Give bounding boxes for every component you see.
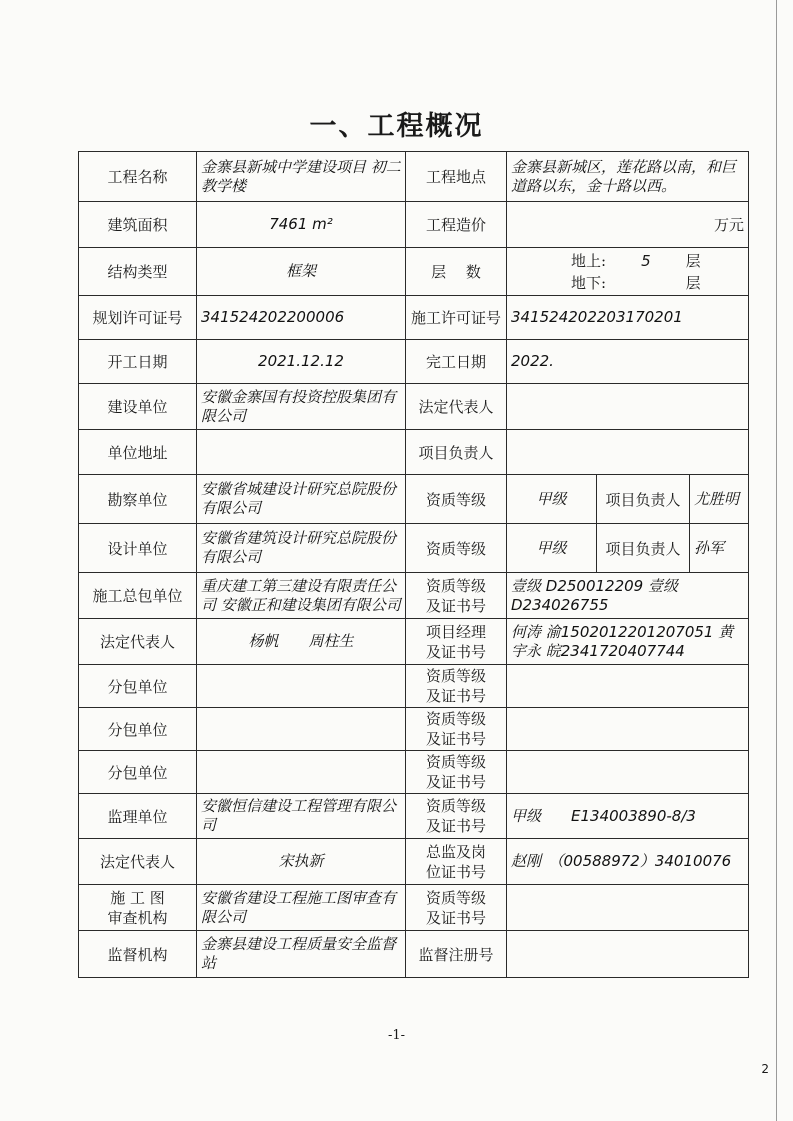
supervision-legal-rep-label: 法定代表人 [79,839,197,885]
project-name-label: 工程名称 [79,152,197,202]
design-qualification-label: 资质等级 [406,524,507,573]
above-ground-label: 地上: [571,251,607,270]
building-area-value: 7461 m² [197,202,406,248]
end-date-value: 2022. [507,340,749,384]
supervision-unit-label: 监理单位 [79,794,197,839]
owner-legal-rep-label: 法定代表人 [406,384,507,430]
subcontractor-2-value [197,708,406,751]
survey-qualification-value: 甲级 [507,475,597,524]
supervision-registration-value [507,931,749,978]
supervisory-agency-value: 金寨县建设工程质量安全监督站 [197,931,406,978]
design-leader-value: 孙军 [690,524,749,573]
unit-address-label: 单位地址 [79,430,197,475]
survey-leader-value: 尤胜明 [690,475,749,524]
unit-address-value [197,430,406,475]
supervision-legal-rep-value: 宋执新 [197,839,406,885]
construction-permit-label: 施工许可证号 [406,296,507,340]
design-unit-value: 安徽省建筑设计研究总院股份有限公司 [197,524,406,573]
supervision-qualification-label: 资质等级 及证书号 [406,794,507,839]
table-row [79,665,749,708]
table-row [79,384,749,430]
table-row [79,573,749,619]
table-row [79,885,749,931]
planning-permit-label: 规划许可证号 [79,296,197,340]
design-leader-label: 项目负责人 [597,524,690,573]
above-ground-unit: 层 [685,251,701,270]
project-manager-value: 何涛 渝1502012201207051 黄宇永 皖2341720407744 [507,619,749,665]
contractor-qualification-label: 资质等级 及证书号 [406,573,507,619]
floors-label: 层 数 [406,248,507,296]
table-row [79,430,749,475]
subcontractor-2-label: 分包单位 [79,708,197,751]
subcontractor-3-label: 分包单位 [79,751,197,794]
floors-value [507,248,749,296]
planning-permit-value: 341524202200006 [197,296,406,340]
chief-supervisor-value: 赵刚 （00588972）34010076 [507,839,749,885]
table-row [79,839,749,885]
table-row [79,794,749,839]
general-contractor-value: 重庆建工第三建设有限责任公司 安徽正和建设集团有限公司 [197,573,406,619]
project-location-value: 金寨县新城区，莲花路以南，和巨道路以东，金十路以西。 [507,152,749,202]
project-overview-table [78,151,749,978]
supervision-registration-label: 监督注册号 [406,931,507,978]
subcontractor-1-value [197,665,406,708]
start-date-value: 2021.12.12 [197,340,406,384]
project-leader-label: 项目负责人 [406,430,507,475]
start-date-label: 开工日期 [79,340,197,384]
page-title: 一、工程概况 [309,111,484,142]
above-ground-value: 5 [641,251,651,270]
contractor-qualification-value: 壹级 D250012209 壹级 D234026755 [507,573,749,619]
table-row [79,296,749,340]
contractor-legal-rep-value: 杨帆 周柱生 [197,619,406,665]
chief-supervisor-label: 总监及岗 位证书号 [406,839,507,885]
project-cost-label: 工程造价 [406,202,507,248]
structure-type-value: 框架 [197,248,406,296]
survey-unit-value: 安徽省城建设计研究总院股份有限公司 [197,475,406,524]
table-row [79,708,749,751]
subcontractor-2-qualification-label: 资质等级 及证书号 [406,708,507,751]
subcontractor-3-qualification-value [507,751,749,794]
owner-unit-value: 安徽金寨国有投资控股集团有限公司 [197,384,406,430]
supervision-qualification-value: 甲级 E134003890-8/3 [507,794,749,839]
table-row [79,524,749,573]
table-row [79,751,749,794]
subcontractor-1-label: 分包单位 [79,665,197,708]
project-name-value: 金寨县新城中学建设项目 初二教学楼 [197,152,406,202]
general-contractor-label: 施工总包单位 [79,573,197,619]
supervisory-agency-label: 监督机构 [79,931,197,978]
below-ground-unit: 层 [685,273,701,292]
survey-leader-label: 项目负责人 [597,475,690,524]
table-row [79,152,749,202]
subcontractor-1-qualification-value [507,665,749,708]
review-qualification-value [507,885,749,931]
table-row [79,202,749,248]
project-location-label: 工程地点 [406,152,507,202]
page-number: -1- [387,1028,406,1043]
table-row [79,931,749,978]
subcontractor-1-qualification-label: 资质等级 及证书号 [406,665,507,708]
page-edge-line [776,0,777,1121]
subcontractor-3-qualification-label: 资质等级 及证书号 [406,751,507,794]
subcontractor-3-value [197,751,406,794]
owner-legal-rep-value [507,384,749,430]
table-row [79,475,749,524]
subcontractor-2-qualification-value [507,708,749,751]
drawing-review-label: 施 工 图 审查机构 [79,885,197,931]
design-qualification-value: 甲级 [507,524,597,573]
end-date-label: 完工日期 [406,340,507,384]
survey-qualification-label: 资质等级 [406,475,507,524]
project-cost-unit: 万元 [507,202,749,248]
review-qualification-label: 资质等级 及证书号 [406,885,507,931]
project-leader-value [507,430,749,475]
structure-type-label: 结构类型 [79,248,197,296]
below-ground-label: 地下: [571,273,607,292]
table-row [79,248,749,296]
supervision-unit-value: 安徽恒信建设工程管理有限公司 [197,794,406,839]
table-row [79,619,749,665]
corner-mark: 2 [761,1062,769,1076]
drawing-review-value: 安徽省建设工程施工图审查有限公司 [197,885,406,931]
survey-unit-label: 勘察单位 [79,475,197,524]
table-row [79,340,749,384]
building-area-label: 建筑面积 [79,202,197,248]
construction-permit-value: 341524202203170201 [507,296,749,340]
owner-unit-label: 建设单位 [79,384,197,430]
project-manager-label: 项目经理 及证书号 [406,619,507,665]
contractor-legal-rep-label: 法定代表人 [79,619,197,665]
design-unit-label: 设计单位 [79,524,197,573]
